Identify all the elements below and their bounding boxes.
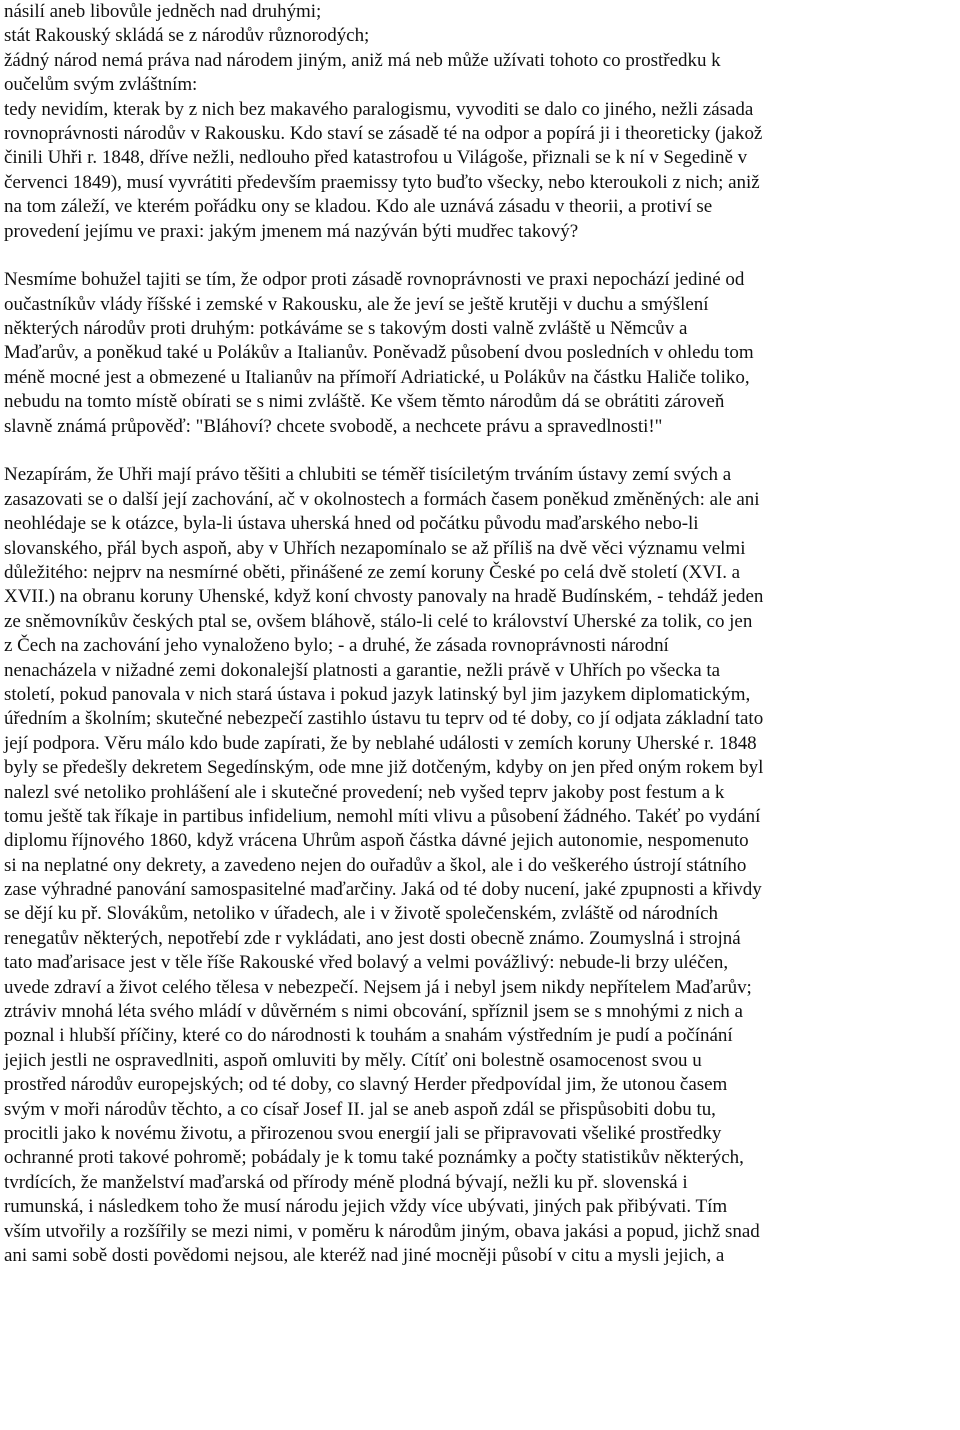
text-line: z Čech na zachování jeho vynaloženo bylo; - a druhé, že zásada rovnoprávnosti národní [4, 635, 669, 657]
text-line: některých národův proti druhým: potkáváme se s takovým dosti valně zvláště u Němcův a [4, 318, 688, 340]
text-line: ochranné proti takové pohromě; pobádaly je k tomu také poznámky a počty statistikův některých, [4, 1147, 744, 1169]
text-line: XVII.) na obranu koruny Uhenské, když koní chvosty panovaly na hradě Budínském, - tehdáž jeden [4, 586, 764, 608]
text-line: tvrdících, že manželství maďarská od přírody méně plodná bývají, nežli ku př. slovenská i [4, 1171, 688, 1193]
text-line: uvede zdraví a život celého tělesa v nebezpečí. Nejsem já i nebyl jsem nikdy nepřítelem Maďarův; [4, 976, 752, 998]
text-line: ztráviv mnohá léta svého mládí v důvěrném s nimi obcování, spříznil jsem se s mnohými z nich a [4, 1001, 743, 1023]
text-line: činili Uhři r. 1848, dříve nežli, nedlouho před katastrofou u Világoše, přiznali se k ní v Segedině v [4, 147, 748, 169]
text-line: nebudu na tomto místě obírati se s nimi zvláště. Ke všem těmto národům dá se obrátiti zároveň [4, 391, 725, 413]
text-line: byly se předešly dekretem Segedínským, ode mne již dotčeným, kdyby on jen před oným rokem byl [4, 757, 764, 779]
text-line: zase výhradné panování samospasitelné maďarčiny. Jaká od té doby nucení, jaké zpupnosti a křivdy [4, 879, 762, 901]
text-line: prostřed národův europejských; od té doby, co slavný Herder předpovídal jim, že utonou časem [4, 1074, 728, 1096]
text-line: tato maďarisace jest v těle říše Rakouské vřed bolavý a velmi povážlivý: nebude-li brzy uléčen, [4, 952, 729, 974]
text-line: zasazovati se o další její zachování, ač v okolnostech a formách časem poněkud změněných: ale ani [4, 488, 760, 510]
paragraph-3 [4, 463, 956, 1268]
text-line: se dějí ku př. Slovákům, netoliko v úřadech, ale i v životě společenském, zvláště od národních [4, 903, 719, 925]
text-line: oučastníkův vlády říšské i zemské v Rakousku, ale že jeví se ještě krutěji v duchu a smýšlení [4, 293, 709, 315]
text-line: oučelům svým zvláštním: [4, 74, 198, 96]
text-line: násilí aneb libovůle jedněch nad druhými; [4, 1, 322, 22]
text-line: ze sněmovníkův českých ptal se, ovšem bláhově, stálo-li celé to království Uherské za tolik, co jen [4, 610, 753, 632]
text-line: renegatův některých, nepotřebí zde r vykládati, ano jest dosti obecně známo. Zoumyslná i strojná [4, 927, 741, 949]
text-line: úředním a školním; skutečné nebezpečí zastihlo ústavu tu teprv od té doby, co jí odjata základní tato [4, 708, 764, 730]
text-line: vším utvořily a rozšířily se mezi nimi, v poměru k národům jiným, obava jakási a popud, jichž snad [4, 1220, 760, 1242]
text-line: ani sami sobě dosti povědomi nejsou, ale kteréž nad jiné mocněji působí v citu a mysli jejich, a [4, 1244, 725, 1266]
text-line: svým v moři národův těchto, a co císař Josef II. jal se aneb aspoň zdál se přispůsobiti dobu tu, [4, 1098, 716, 1120]
text-line: poznal i hlubší příčiny, které co do národnosti k touhám a snahám výstředním je pudí a počínání [4, 1025, 733, 1047]
text-line: diplomu říjnového 1860, když vrácena Uhrům aspoň částka dávné jejich autonomie, nespomenuto [4, 830, 749, 852]
document-page [4, 0, 956, 1268]
text-line: Nesmíme bohužel tajiti se tím, že odpor proti zásadě rovnoprávnosti ve praxi nepochází jediné od [4, 269, 745, 291]
text-line: její podpora. Věru málo kdo bude zapírati, že by neblahé události v zemích koruny Uherské r. 1848 [4, 732, 757, 754]
text-line: Maďarův, a poněkud také u Polákův a Italianův. Poněvadž působení dvou posledních v ohledu tom [4, 342, 754, 364]
text-line: provedení jejímu ve praxi: jakým jmenem má nazýván býti mudřec takový? [4, 220, 579, 242]
text-line: jejich jestli ne ospravedlniti, aspoň omluviti by měly. Cítíť oni bolestně osamocenost svou u [4, 1049, 702, 1071]
text-line: červenci 1849), musí vyvrátiti především praemissy tyto buďto všecky, nebo kteroukoli z nich; aniž [4, 171, 760, 193]
paragraph-gap [4, 439, 956, 463]
text-line: neohlédaje se k otázce, byla-li ústava uherská hned od počátku původu maďarského nebo-li [4, 513, 699, 535]
text-line: žádný národ nemá práva nad národem jiným, aniž má neb může užívati tohoto co prostředku k [4, 49, 721, 71]
text-line: rovnoprávnosti národův v Rakousku. Kdo staví se zásadě té na odpor a popírá ji i theoreticky (jakož [4, 122, 763, 144]
paragraph-2 [4, 268, 956, 439]
text-line: tomu ještě tak říkaje in partibus infidelium, nemohl míti vlivu a působení žádného. Takéť po vydání [4, 805, 761, 827]
text-line: tedy nevidím, kterak by z nich bez makavého paralogismu, vyvoditi se dalo co jiného, nežli zásada [4, 98, 754, 120]
text-line: stát Rakouský skládá se z národův různorodých; [4, 25, 370, 47]
paragraph-gap [4, 244, 956, 268]
paragraph-1 [4, 0, 956, 244]
text-line: procitli jako k novému životu, a přirozenou svou energií jali se připravovati všeliké prostředky [4, 1122, 722, 1144]
text-line: nalezl své netoliko prohlášení ale i skutečné provedení; neb vyšed teprv jakoby post festum a k [4, 781, 725, 803]
text-line: na tom záleží, ve kterém pořádku ony se kladou. Kdo ale uznává zásadu v theorii, a protiví se [4, 196, 713, 218]
text-line: Nezapírám, že Uhři mají právo těšiti a chlubiti se téměř tisíciletým trváním ústavy zemí svých a [4, 464, 732, 486]
text-line: rumunská, i následkem toho že musí národu jejich vždy více ubývati, jiných pak přibývati. Tím [4, 1196, 728, 1218]
text-line: důležitého: nejprv na nesmírné oběti, přinášené ze zemí koruny České po celá dvě století (XVI. a [4, 561, 741, 583]
text-line: nenacházela v nižadné zemi dokonalejší platnosti a garantie, nežli právě v Uhřích po všecka ta [4, 659, 721, 681]
text-line: století, pokud panovala v nich stará ústava i pokud jazyk latinský byl jim jazykem diplomatickým, [4, 683, 751, 705]
text-line: slavně známá průpověď: "Bláhoví? chcete svobodě, a nechcete právu a spravedlnosti!" [4, 415, 663, 437]
text-line: méně mocné jest a obmezené u Italianův na přímoří Adriatické, u Polákův na částku Haliče toliko, [4, 366, 750, 388]
text-line: si na neplatné ony dekrety, a zavedeno nejen do ouřadův a škol, ale i do veškerého ústrojí státního [4, 854, 747, 876]
text-line: slovanského, přál bych aspoň, aby v Uhřích nezapomínalo se až příliš na dvě věci významu velmi [4, 537, 746, 559]
